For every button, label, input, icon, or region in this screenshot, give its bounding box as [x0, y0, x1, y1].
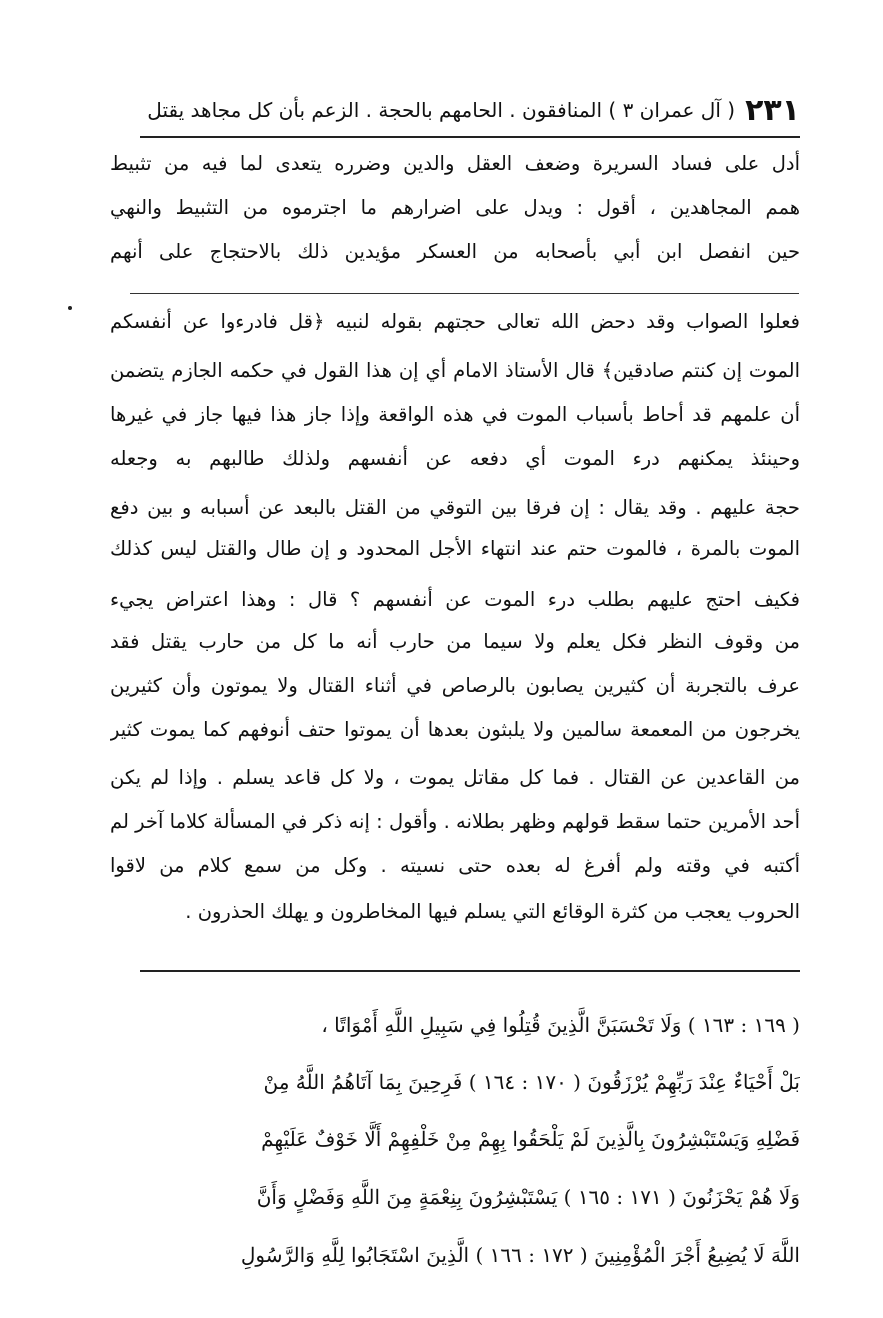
text-line: أكتبه في وقته ولم أفرغ له بعده حتى نسيته . وكل من سمع كلام من لاقوا — [110, 854, 800, 877]
verse-line: فَضْلِهِ وَيَسْتَبْشِرُونَ بِالَّذِينَ لَمْ يَلْحَقُوا بِهِمْ مِنْ خَلْفِهِمْ أَلَّا خَوْفٌ عَلَيْهِمْ — [261, 1127, 800, 1151]
text-line: همم المجاهدين ، أقول : ويدل على اضرارهم ما اجترموه من التثبيط والنهي — [110, 196, 800, 219]
verse-line: وَلَا هُمْ يَحْزَنُونَ ( ١٧١ : ١٦٥ ) يَسْتَبْشِرُونَ بِنِعْمَةٍ مِنَ اللَّهِ وَفَضْلٍ وَأَنَّ — [256, 1185, 800, 1209]
text-line: فعلوا الصواب وقد دحض الله تعالى حجتهم بقوله لنبيه ﴿قل فادرءوا عن أنفسكم — [110, 310, 800, 333]
text-line: حجة عليهم . وقد يقال : إن فرقا بين التوقي من القتل بالبعد عن أسبابه و بين دفع — [110, 496, 800, 519]
margin-dot — [68, 306, 72, 310]
header-title: ( آل عمران ٣ ) المنافقون . الحامهم بالحجة . الزعم بأن كل مجاهد يقتل — [147, 98, 736, 122]
text-line: من القاعدين عن القتال . فما كل مقاتل يموت ، ولا كل قاعد يسلم . وإذا لم يكن — [110, 766, 800, 789]
page-number: ٢٣١ — [745, 92, 800, 128]
text-line: أن علمهم قد أحاط بأسباب الموت في هذه الواقعة وإذا جاز هذا فيها جاز في غيرها — [110, 403, 800, 426]
text-line: من وقوف النظر فكل يعلم ولا سيما من حارب أنه ما كل من حارب يقتل فقد — [110, 630, 800, 653]
verse-line: ( ١٦٩ : ١٦٣ ) وَلَا تَحْسَبَنَّ الَّذِينَ قُتِلُوا فِي سَبِيلِ اللَّهِ أَمْوَاتًا ، — [321, 1013, 800, 1037]
text-line: أدل على فساد السريرة وضعف العقل والدين وضرره يتعدى لما فيه من تثبيط — [110, 152, 800, 175]
text-line: الموت بالمرة ، فالموت حتم عند انتهاء الأجل المحدود و إن طال والقتل ليس كذلك — [110, 537, 800, 560]
text-line: أحد الأمرين حتما سقط قولهم وظهر بطلانه . وأقول : إنه ذكر في المسألة كلاما آخر لم — [110, 810, 800, 833]
text-line: حين انفصل ابن أبي بأصحابه من العسكر مؤيدين ذلك بالاحتجاج على أنهم — [110, 240, 800, 263]
verse-line: بَلْ أَحْيَاءٌ عِنْدَ رَبِّهِمْ يُرْزَقُونَ ( ١٧٠ : ١٦٤ ) فَرِحِينَ بِمَا آتَاهُمُ اللَّهُ مِنْ — [263, 1070, 800, 1094]
text-line: الحروب يعجب من كثرة الوقائع التي يسلم فيها المخاطرون و يهلك الحذرون . — [185, 900, 800, 923]
text-line: الموت إن كنتم صادقين﴾ قال الأستاذ الامام أي إن هذا القول في حكمه الجازم يتضمن — [110, 359, 800, 382]
running-header — [140, 88, 800, 132]
verse-line: اللَّهَ لَا يُضِيعُ أَجْرَ الْمُؤْمِنِينَ ( ١٧٢ : ١٦٦ ) الَّذِينَ اسْتَجَابُوا لِلَّهِ وَالرَّسُولِ — [240, 1243, 800, 1267]
text-line: فكيف احتج عليهم بطلب درء الموت عن أنفسهم ؟ قال : وهذا اعتراض يجيء — [110, 588, 800, 611]
section-divider — [140, 970, 800, 972]
header-rule — [140, 136, 800, 138]
text-line: وحينئذ يمكنهم درء الموت أي دفعه عن أنفسهم ولذلك طالبهم به وجعله — [110, 447, 800, 470]
text-line: عرف بالتجربة أن كثيرين يصابون بالرصاص في أثناء القتال ولا يموتون وأن كثيرين — [110, 674, 800, 697]
underline-mark — [130, 293, 799, 294]
text-line: يخرجون من المعمعة سالمين ولا يلبثون بعدها أن يموتوا حتف أنوفهم كما يموت كثير — [110, 718, 800, 741]
